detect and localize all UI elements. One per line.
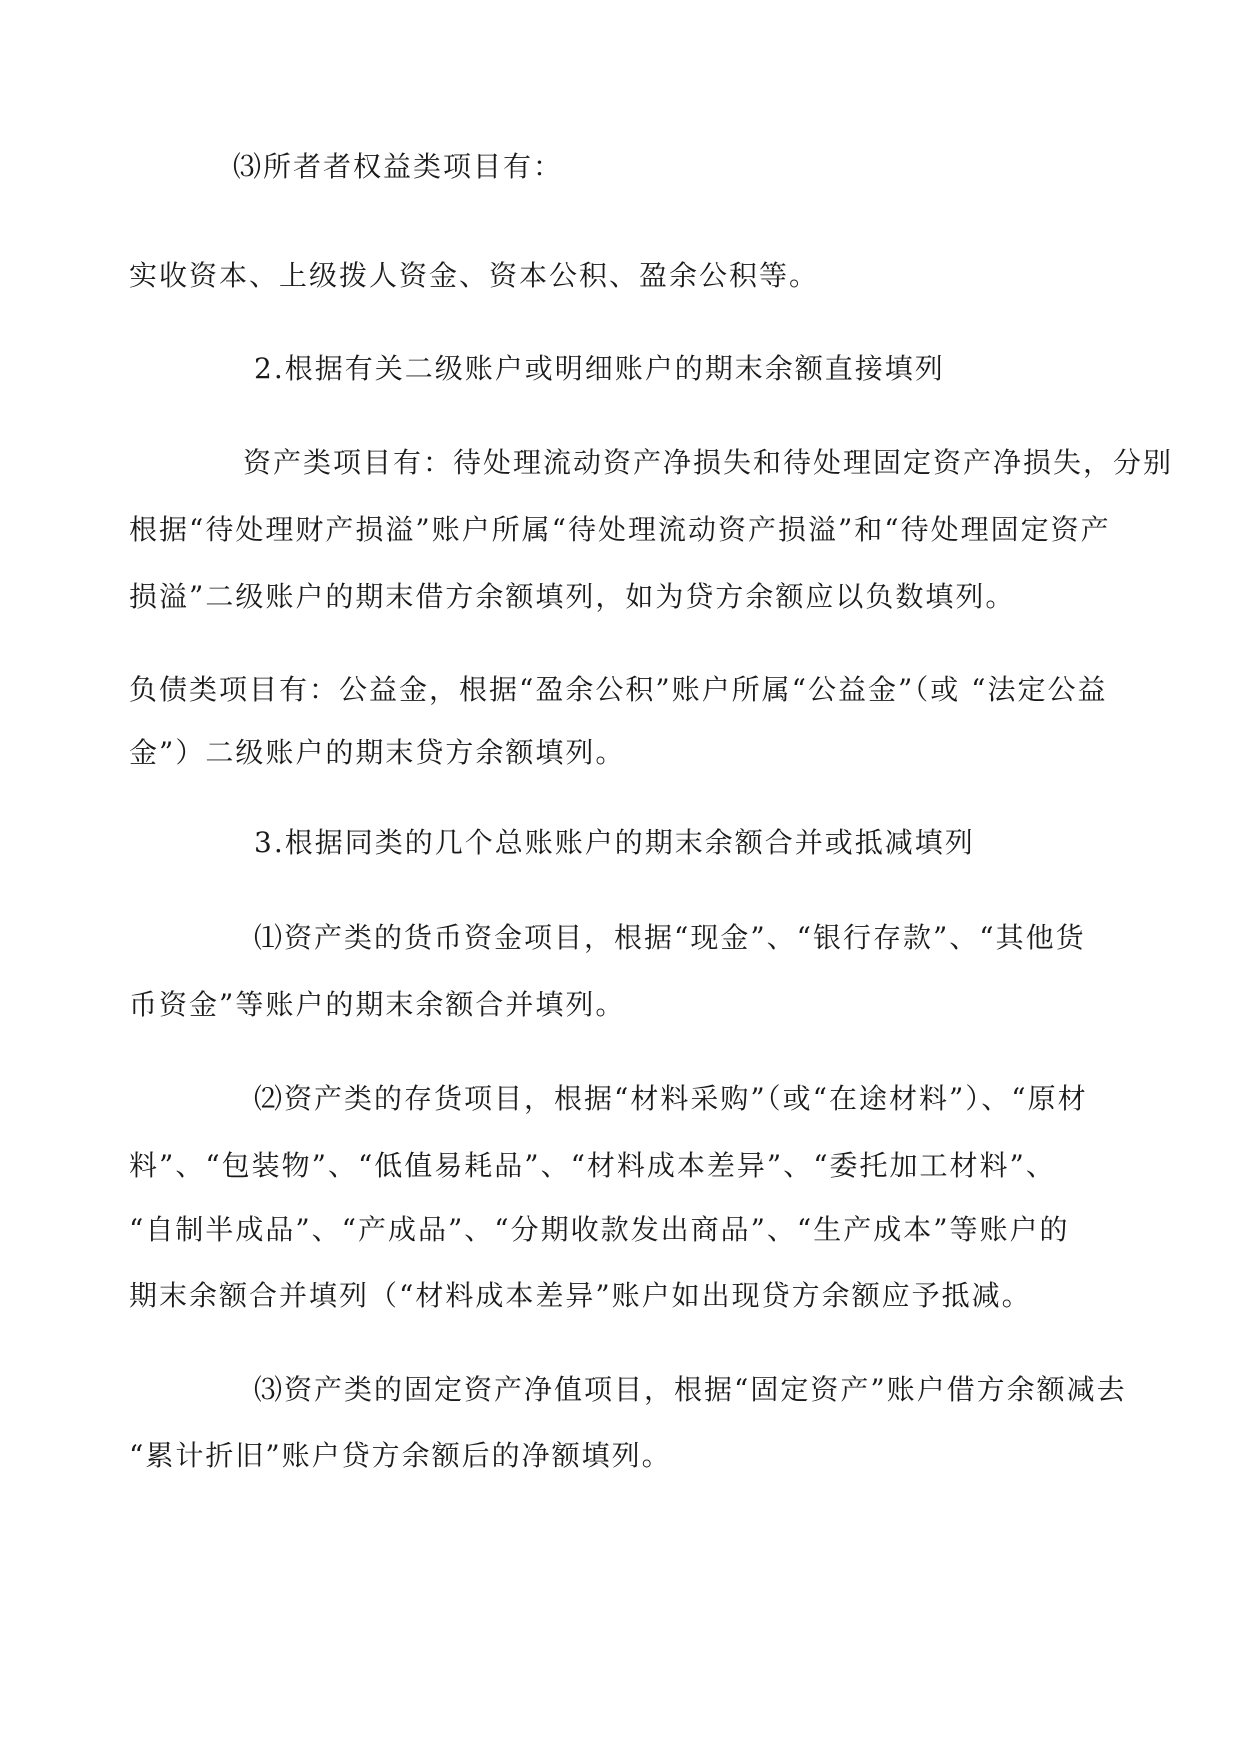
text-line: ⑴资产类的货币资金项目，根据“现金”、“银行存款”、“其他货	[254, 921, 1086, 954]
section-heading: 2.根据有关二级账户或明细账户的期末余额直接填列	[254, 352, 945, 385]
text-line: 资产类项目有：待处理流动资产净损失和待处理固定资产净损失，分别	[243, 446, 1174, 479]
text-line: 负债类项目有：公益金，根据“盈余公积”账户所属“公益金”（或 “法定公益	[129, 673, 1108, 706]
text-line: 实收资本、上级拨人资金、资本公积、盈余公积等。	[129, 259, 820, 292]
text-line: “自制半成品”、“产成品”、“分期收款发出商品”、“生产成本”等账户的	[129, 1213, 1070, 1246]
text-line: 期末余额合并填列（“材料成本差异”账户如出现贷方余额应予抵减。	[129, 1279, 1032, 1312]
text-line: ⑵资产类的存货项目，根据“材料采购”（或“在途材料”）、“原材	[254, 1082, 1088, 1115]
text-line: 料”、“包装物”、“低值易耗品”、“材料成本差异”、“委托加工材料”、	[129, 1149, 1056, 1182]
text-line: ⑶资产类的固定资产净值项目，根据“固定资产”账户借方余额减去	[254, 1373, 1127, 1406]
text-line: 币资金”等账户的期末余额合并填列。	[129, 988, 626, 1021]
text-line: 金”）二级账户的期末贷方余额填列。	[129, 736, 626, 769]
text-line: ⑶所者者权益类项目有：	[233, 150, 564, 183]
text-line: 损溢”二级账户的期末借方余额填列，如为贷方余额应以负数填列。	[129, 580, 1016, 613]
text-line: “累计折旧”账户贷方余额后的净额填列。	[129, 1439, 672, 1472]
section-heading: 3.根据同类的几个总账账户的期末余额合并或抵减填列	[254, 826, 975, 859]
text-line: 根据“待处理财产损溢”账户所属“待处理流动资产损溢”和“待处理固定资产	[129, 513, 1111, 546]
